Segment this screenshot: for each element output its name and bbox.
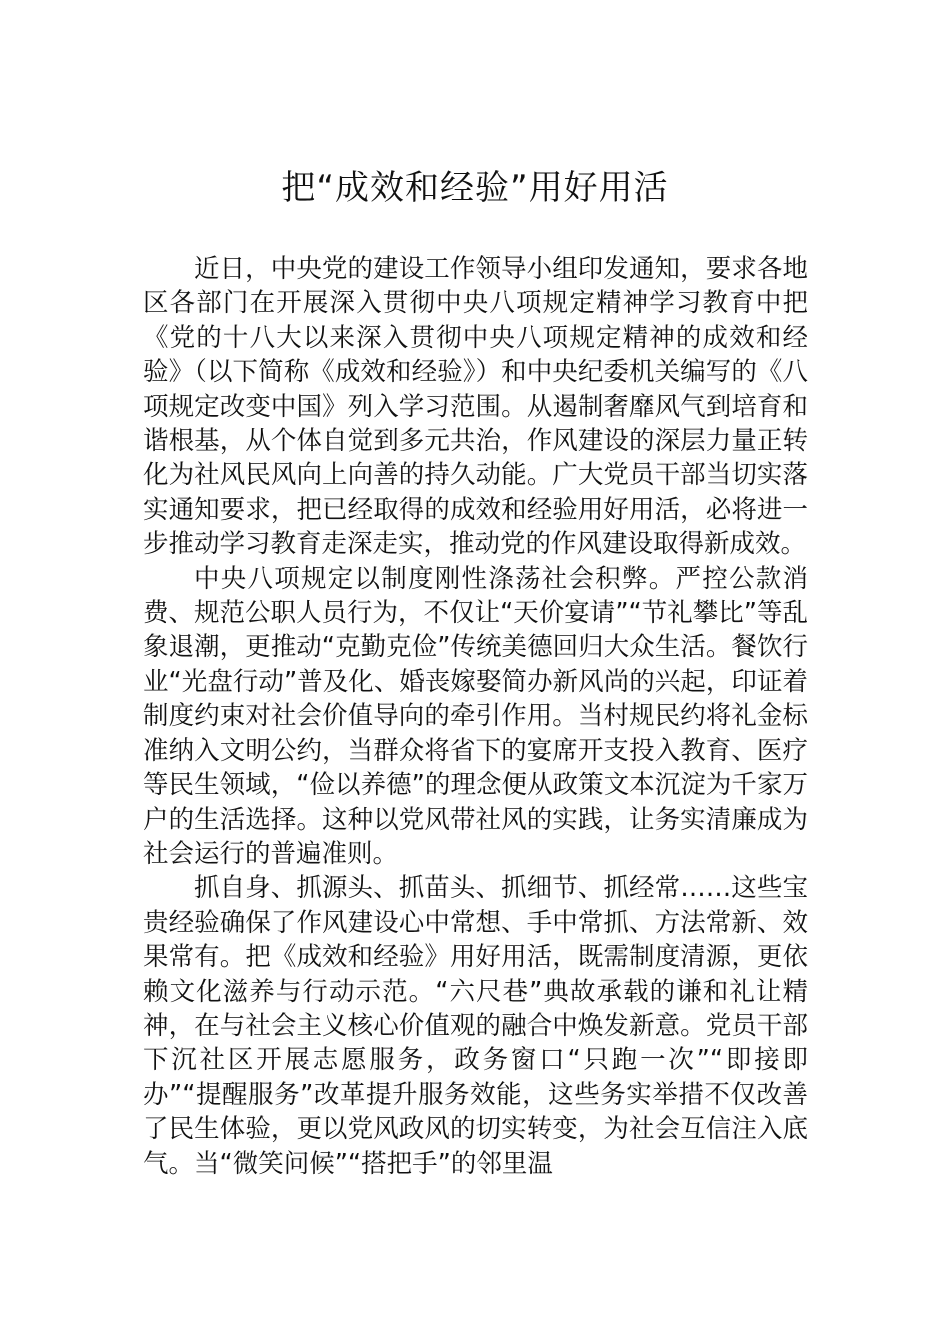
paragraph-1: 近日，中央党的建设工作领导小组印发通知，要求各地区各部门在开展深入贯彻中央八项规定精神学习教育中把《党的十八大以来深入贯彻中央八项规定精神的成效和经验》（以下简称《成效和经验》）和中央纪委机关编写的《八项规定改变中国》列入学习范围。从遏制奢靡风气到培育和谐根基，从个体自觉到多元共治，作风建设的深层力量正转化为社风民风向上向善的持久动能。广大党员干部当切实落实通知要求，把已经取得的成效和经验用好用活，必将进一步推动学习教育走深走实，推动党的作风建设取得新成效。 [143,254,808,560]
paragraph-3: 抓自身、抓源头、抓苗头、抓细节、抓经常……这些宝贵经验确保了作风建设心中常想、手中常抓、方法常新、效果常有。把《成效和经验》用好用活，既需制度清源，更依赖文化滋养与行动示范。“六尺巷”典故承载的谦和礼让精神，在与社会主义核心价值观的融合中焕发新意。党员干部下沉社区开展志愿服务，政务窗口“只跑一次”“即接即办”“提醒服务”改革提升服务效能，这些务实举措不仅改善了民生体验，更以党风政风的切实转变，为社会互信注入底气。当“微笑问候”“搭把手”的邻里温 [143,873,808,1179]
paragraph-2: 中央八项规定以制度刚性涤荡社会积弊。严控公款消费、规范公职人员行为，不仅让“天价宴请”“节礼攀比”等乱象退潮，更推动“克勤克俭”传统美德回归大众生活。餐饮行业“光盘行动”普及化、婚丧嫁娶简办新风尚的兴起，印证着制度约束对社会价值导向的牵引作用。当村规民约将礼金标准纳入文明公约，当群众将省下的宴席开支投入教育、医疗等民生领域，“俭以养德”的理念便从政策文本沉淀为千家万户的生活选择。这种以党风带社风的实践，让务实清廉成为社会运行的普遍准则。 [143,563,808,869]
document-title: 把“成效和经验”用好用活 [281,168,669,208]
document-body [143,252,808,1181]
